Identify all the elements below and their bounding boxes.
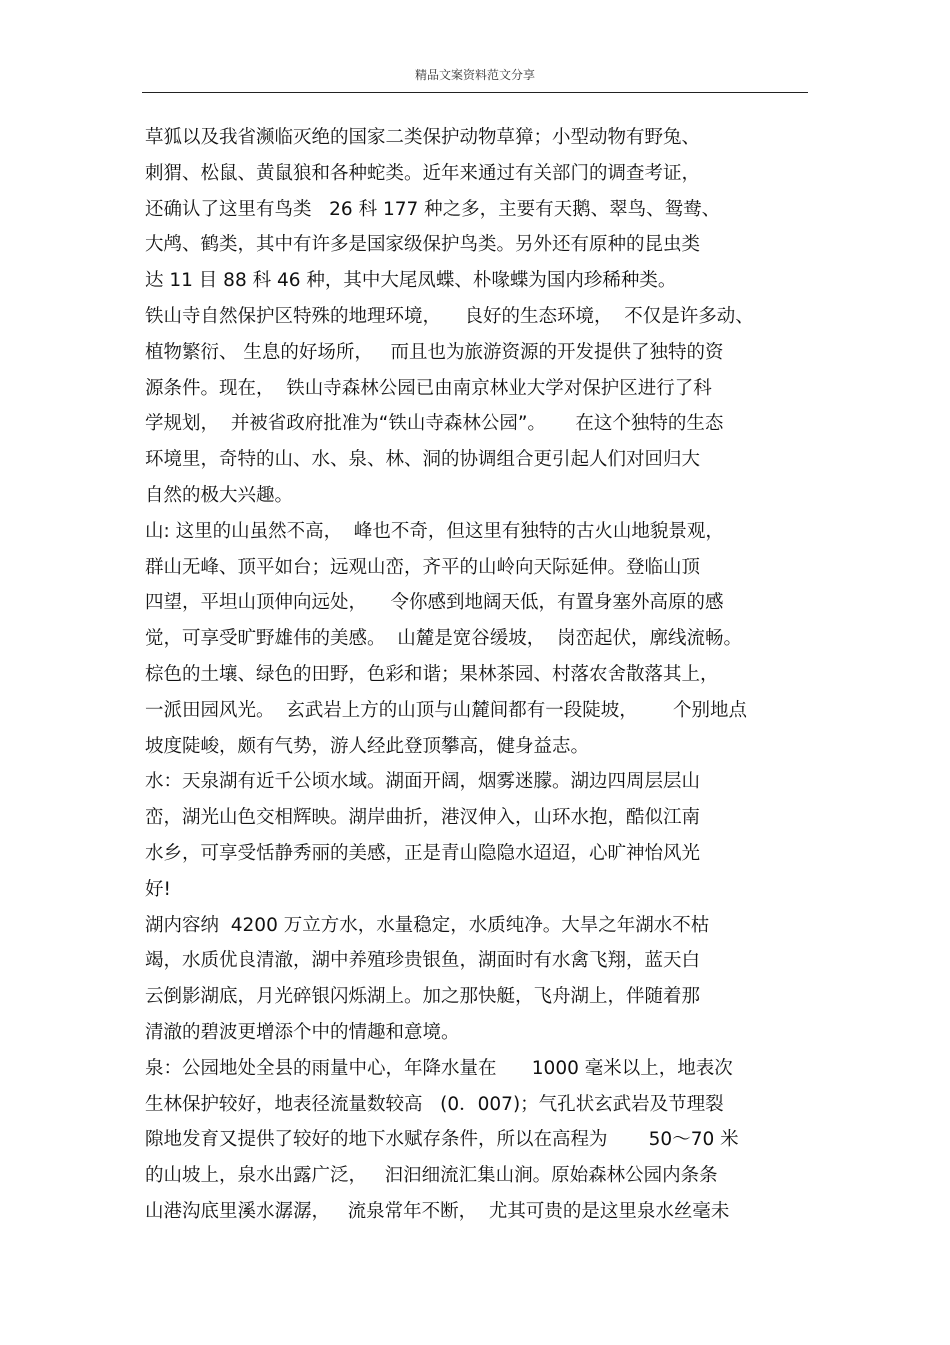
text-line: 草狐以及我省濒临灭绝的国家二类保护动物草獐；小型动物有野兔、	[145, 127, 701, 148]
text-line: 湖内容纳 4200 万立方水，水量稳定，水质纯净。大旱之年湖水不枯	[145, 914, 710, 936]
text-line: 自然的极大兴趣。	[145, 484, 294, 506]
text-line: 学规划， 并被省政府批准为“铁山寺森林公园”。 在这个独特的生态	[145, 413, 724, 435]
text-line: 山港沟底里溪水潺潺， 流泉常年不断， 尤其可贵的是这里泉水丝毫未	[145, 1200, 730, 1222]
text-line: 隙地发育又提供了较好的地下水赋存条件，所以在高程为 50～70 米	[145, 1129, 739, 1151]
text-line: 的山坡上，泉水出露广泛， 汩汩细流汇集山涧。原始森林公园内条条	[145, 1165, 718, 1187]
text-line: 棕色的土壤、绿色的田野，色彩和谐；果林茶园、村落农舍散落其上，	[145, 663, 719, 685]
text-line: 水：天泉湖有近千公顷水域。湖面开阔，烟雾迷朦。湖边四周层层山	[145, 771, 701, 793]
text-line: 大鸬、鹤类，其中有许多是国家级保护鸟类。另外还有原种的昆虫类	[145, 234, 701, 256]
text-line: 坡度陡峻，颇有气势，游人经此登顶攀高，健身益志。	[145, 735, 590, 757]
text-line: 植物繁衍、 生息的好场所， 而且也为旅游资源的开发提供了独特的资	[145, 341, 724, 363]
text-line: 群山无峰、顶平如台；远观山峦，齐平的山岭向天际延伸。登临山顶	[145, 556, 701, 578]
text-line: 铁山寺自然保护区特殊的地理环境， 良好的生态环境， 不仅是许多动、	[145, 305, 754, 327]
text-line: 四望，平坦山顶伸向远处， 令你感到地阔天低，有置身塞外高原的感	[145, 592, 724, 614]
text-line: 清澈的碧波更增添个中的情趣和意境。	[145, 1021, 460, 1043]
text-line: 云倒影湖底，月光碎银闪烁湖上。加之那快艇，飞舟湖上，伴随着那	[145, 986, 701, 1008]
text-line: 觉，可享受旷野雄伟的美感。 山麓是宽谷缓坡， 岗峦起伏，廓线流畅。	[145, 628, 743, 650]
text-line: 好!	[145, 878, 171, 900]
text-line: 刺猬、松鼠、黄鼠狼和各种蛇类。近年来通过有关部门的调查考证，	[145, 162, 701, 184]
text-line: 一派田园风光。 玄武岩上方的山顶与山麓间都有一段陡坡， 个别地点	[145, 699, 748, 721]
text-line: 达 11 目 88 科 46 种，其中大尾凤蝶、朴喙蝶为国内珍稀种类。	[145, 270, 677, 292]
text-line: 峦，湖光山色交相辉映。湖岸曲折，港汊伸入，山环水抱，酷似江南	[145, 807, 701, 829]
body-text	[145, 120, 810, 1230]
text-line: 生林保护较好，地表径流量数较高 (0．007)；气孔状玄武岩及节理裂	[145, 1093, 724, 1115]
text-line: 竭，水质优良清澈，湖中养殖珍贵银鱼，湖面时有水禽飞翔，蓝天白	[145, 950, 701, 972]
text-line: 泉：公园地处全县的雨量中心，年降水量在 1000 毫米以上，地表次	[145, 1057, 733, 1079]
text-line: 环境里，奇特的山、水、泉、林、洞的协调组合更引起人们对回归大	[145, 449, 701, 471]
text-line: 水乡，可享受恬静秀丽的美感，正是青山隐隐水迢迢，心旷神怡风光	[145, 842, 701, 864]
text-line: 山: 这里的山虽然不高， 峰也不奇，但这里有独特的古火山地貌景观，	[145, 520, 724, 542]
page-header: 精品文案资料范文分享	[142, 64, 808, 93]
text-line: 源条件。现在， 铁山寺森林公园已由南京林业大学对保护区进行了科	[145, 377, 712, 399]
text-line: 还确认了这里有鸟类 26 科 177 种之多，主要有天鹅、翠鸟、鸳鸯、	[145, 198, 721, 220]
